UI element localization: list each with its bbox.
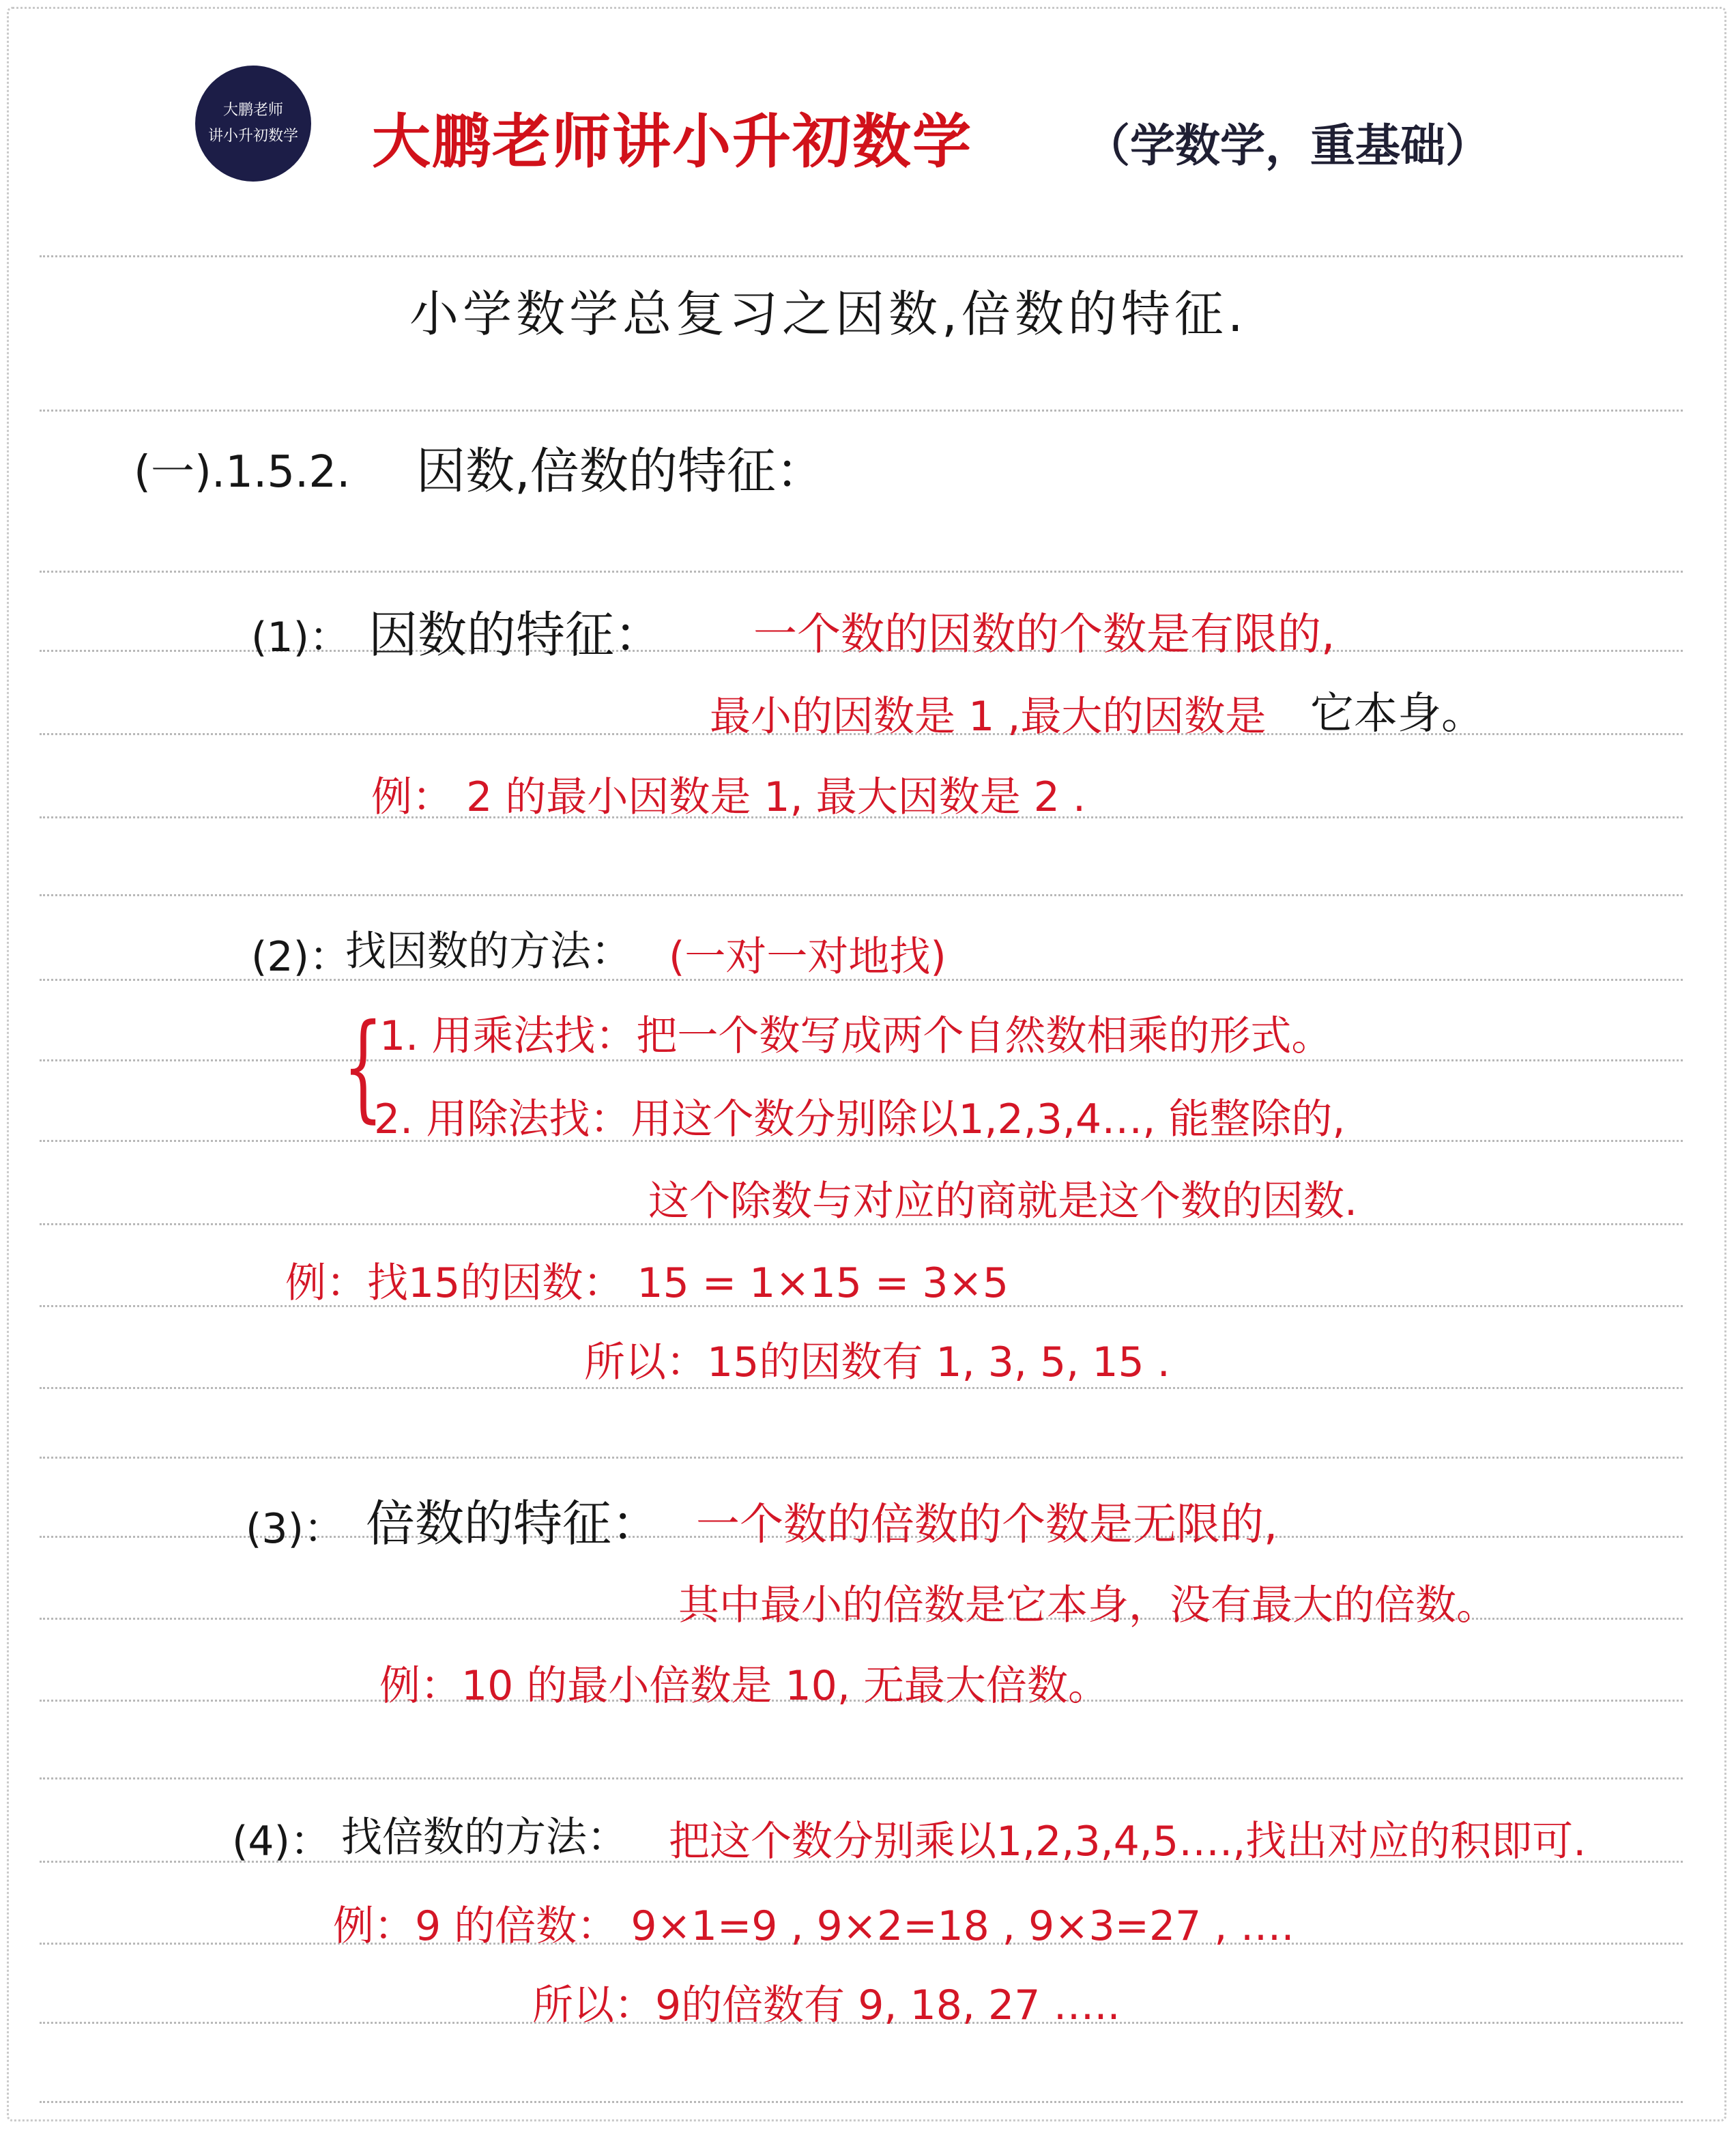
example-result: 所以：9的倍数有 9, 18, 27 ….. bbox=[532, 1982, 1120, 2029]
example: 例：找15的因数： 15 = 1×15 = 3×5 bbox=[285, 1259, 1009, 1307]
item-text: 最小的因数是 1 ,最大的因数是 bbox=[710, 693, 1267, 741]
item-label: (4)： bbox=[232, 1818, 331, 1865]
logo bbox=[195, 66, 311, 182]
method-divide-cont: 这个除数与对应的商就是这个数的因数. bbox=[648, 1177, 1358, 1225]
item-text: 把这个数分别乘以1,2,3,4,5….,找出对应的积即可. bbox=[669, 1818, 1587, 1865]
item-text: 它本身。 bbox=[1310, 689, 1485, 739]
rule-line bbox=[40, 1777, 1683, 1779]
item-label: (2)： bbox=[251, 933, 350, 981]
rule-line bbox=[40, 255, 1683, 257]
logo-line2: 讲小升初数学 bbox=[207, 128, 298, 145]
brand-slogan: （学数学，重基础） bbox=[1085, 119, 1490, 172]
brand-title: 大鹏老师讲小升初数学 bbox=[372, 108, 972, 176]
rule-line bbox=[40, 410, 1683, 412]
item-text: 一个数的倍数的个数是无限的, bbox=[696, 1500, 1278, 1550]
item-text: 其中最小的倍数是它本身，没有最大的倍数。 bbox=[678, 1582, 1497, 1629]
item-heading: 倍数的特征： bbox=[366, 1495, 661, 1552]
logo-line1: 大鹏老师 bbox=[222, 102, 283, 119]
item-heading: 找倍数的方法： bbox=[341, 1814, 628, 1861]
item-heading: 因数的特征： bbox=[368, 606, 664, 663]
rule-line bbox=[40, 894, 1683, 896]
example: 例：10 的最小倍数是 10, 无最大倍数。 bbox=[379, 1662, 1109, 1710]
example: 例： 2 的最小因数是 1, 最大因数是 2 . bbox=[371, 773, 1086, 821]
section-heading: 因数,倍数的特征： bbox=[416, 442, 825, 500]
section-label: (一).1.5.2. bbox=[134, 447, 351, 498]
brace-icon: { bbox=[343, 999, 384, 1134]
rule-line bbox=[40, 1387, 1683, 1389]
rule-line bbox=[40, 2101, 1683, 2103]
item-label: (3)： bbox=[246, 1505, 345, 1553]
page-title: 小学数学总复习之因数,倍数的特征. bbox=[409, 285, 1247, 343]
rule-line bbox=[40, 1457, 1683, 1459]
item-label: (1)： bbox=[251, 614, 350, 661]
rule-line bbox=[40, 571, 1683, 573]
method-multiply: 1. 用乘法找：把一个数写成两个自然数相乘的形式。 bbox=[379, 1012, 1333, 1060]
item-note: (一对一对地找) bbox=[669, 933, 946, 981]
example-result: 所以：15的因数有 1, 3, 5, 15 . bbox=[584, 1339, 1170, 1386]
item-text: 一个数的因数的个数是有限的, bbox=[753, 610, 1335, 660]
method-divide: 2. 用除法找：用这个数分别除以1,2,3,4…, 能整除的, bbox=[374, 1096, 1346, 1143]
item-heading: 找因数的方法： bbox=[345, 928, 632, 975]
example: 例：9 的倍数： 9×1=9 , 9×2=18 , 9×3=27 , …. bbox=[333, 1902, 1294, 1950]
